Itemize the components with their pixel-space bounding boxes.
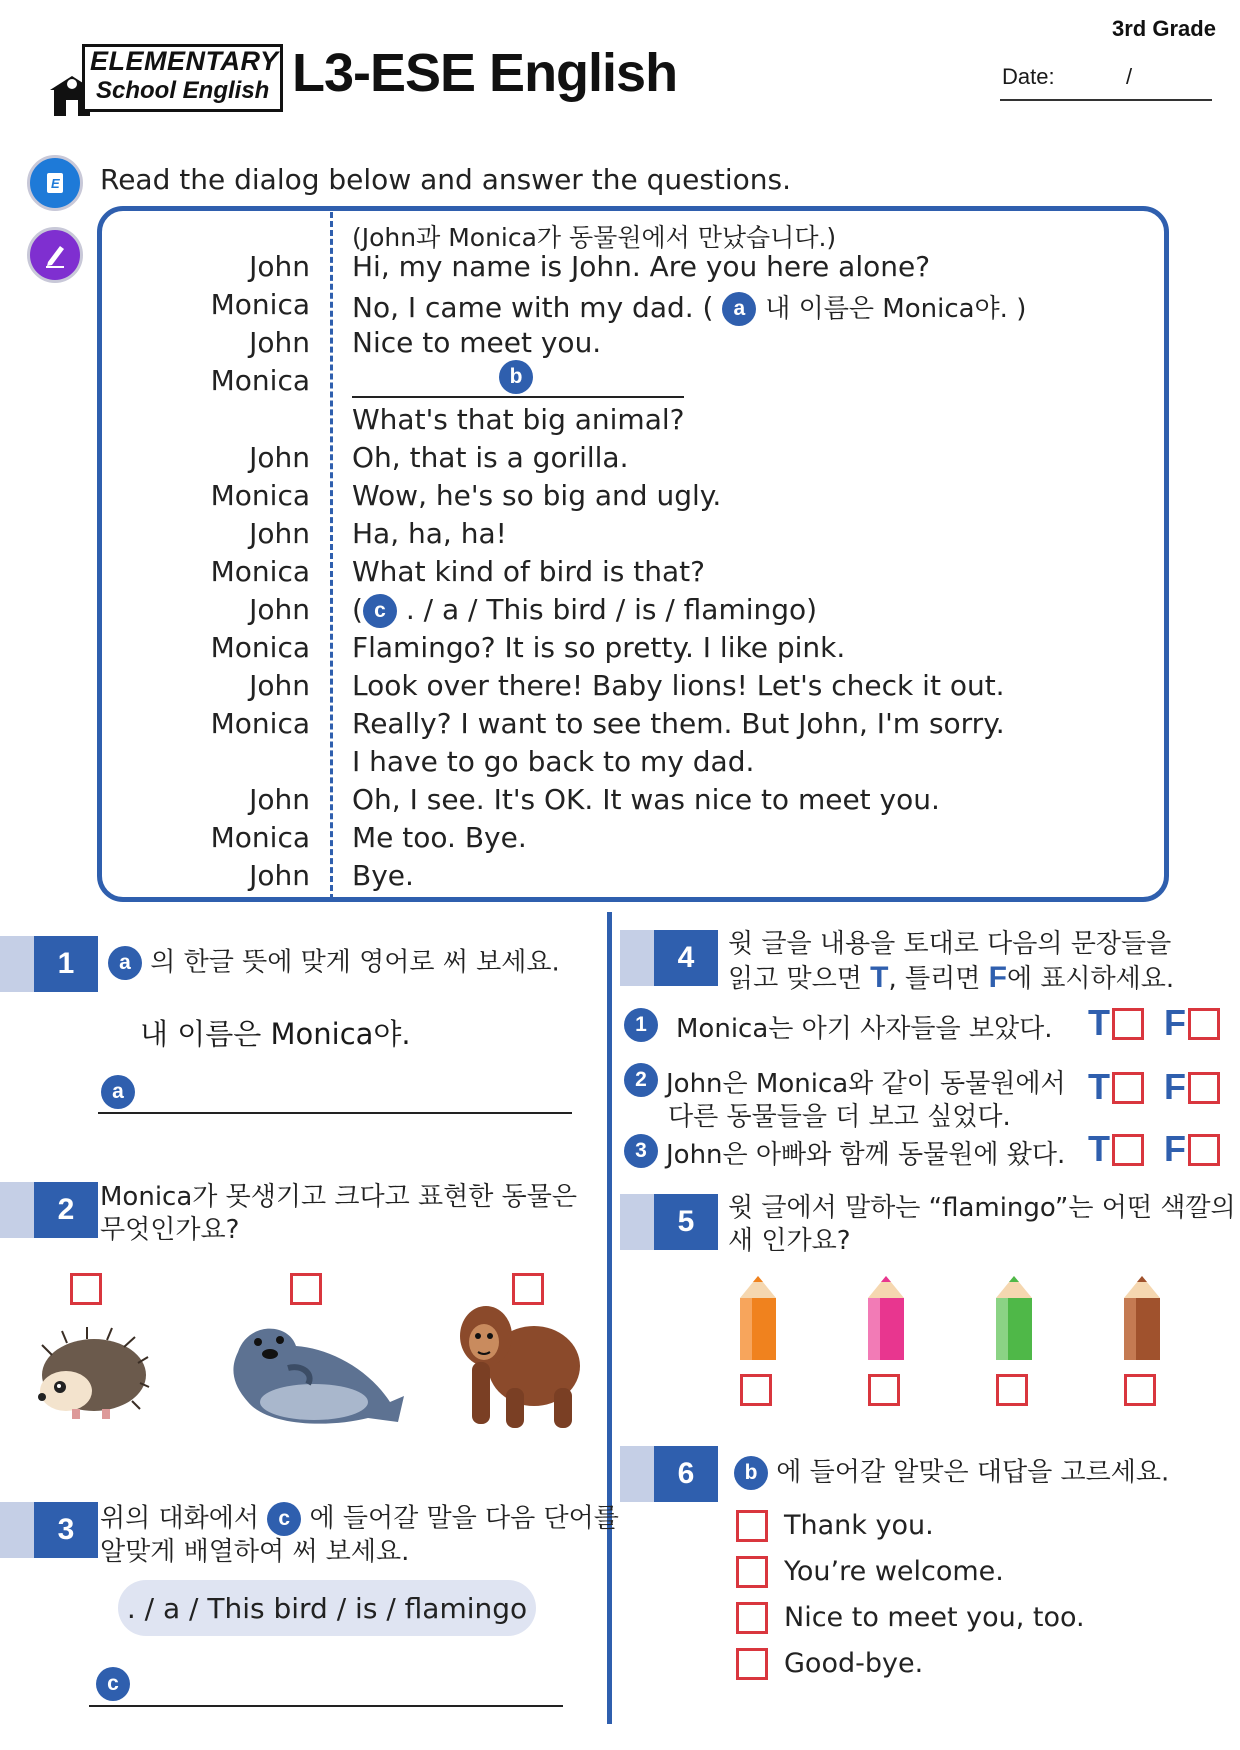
item-number: 1	[624, 1008, 658, 1042]
logo-line1: ELEMENTARY	[90, 46, 279, 76]
dialog-line-korean: 내 이름은 Monica야. )	[765, 294, 1027, 324]
speaker-label: Monica	[210, 707, 310, 740]
question-1-text	[108, 946, 560, 980]
dialog-line: Hi, my name is John. Are you here alone?	[352, 250, 931, 283]
dialog-line: Flamingo? It is so pretty. I like pink.	[352, 631, 846, 664]
item-number: 3	[624, 1134, 658, 1168]
speaker-label: John	[249, 593, 310, 626]
q4-item-3-t: T	[1088, 1128, 1110, 1169]
speaker-label: John	[249, 441, 310, 474]
option-checkbox[interactable]	[736, 1510, 768, 1542]
dialog-intro: (John과 Monica가 동물원에서 만났습니다.)	[352, 223, 837, 252]
date-label: Date:	[1002, 64, 1055, 89]
question-6-label: 에 들어갈 알맞은 대답을 고르세요.	[776, 1457, 1170, 1488]
dialog-line: Ha, ha, ha!	[352, 517, 507, 550]
svg-text:E: E	[51, 176, 60, 191]
q4-f-letter: F	[988, 961, 1007, 994]
item-number: 2	[624, 1063, 658, 1097]
word-bank: . / a / This bird / is / flamingo	[118, 1580, 536, 1636]
pencil-orange[interactable]	[736, 1276, 780, 1362]
q4-item-3-t-checkbox[interactable]	[1112, 1134, 1144, 1166]
q4-item-2-line1: John은 Monica와 같이 동물원에서	[666, 1069, 1066, 1099]
q4-item-3-f-checkbox[interactable]	[1188, 1134, 1220, 1166]
logo-line2: School English	[96, 77, 270, 104]
dialog-line-text: No, I came with my dad. (	[352, 291, 714, 324]
dialog-line: Nice to meet you.	[352, 326, 602, 359]
question-6-number: 6	[620, 1446, 718, 1502]
speaker-label: Monica	[210, 288, 310, 321]
speaker-label: Monica	[210, 555, 310, 588]
question-3-answer-line[interactable]	[89, 1705, 563, 1707]
dialog-line: Oh, I see. It's OK. It was nice to meet you.	[352, 783, 940, 816]
question-3-text-a: 위의 대화에서	[100, 1503, 259, 1534]
gorilla-image[interactable]	[450, 1296, 590, 1434]
question-4-text-line1: 윗 글을 내용을 토대로 다음의 문장들을	[728, 929, 1172, 959]
speaker-label: John	[249, 326, 310, 359]
option-label: Thank you.	[784, 1510, 934, 1541]
option-label: You’re welcome.	[784, 1556, 1004, 1587]
badge-a: a	[108, 946, 142, 980]
q4-item-2-f: F	[1164, 1066, 1186, 1107]
hedgehog-checkbox[interactable]	[70, 1273, 102, 1305]
instruction-text: Read the dialog below and answer the questions.	[100, 163, 792, 196]
hedgehog-image[interactable]	[32, 1325, 150, 1425]
date-field[interactable]	[1000, 99, 1212, 101]
dialog-line-text: (	[352, 593, 363, 626]
date-slash: /	[1126, 64, 1133, 89]
speaker-label: John	[249, 859, 310, 892]
blank-a-badge: a	[722, 292, 756, 326]
speaker-label: John	[249, 517, 310, 550]
dialog-line: Bye.	[352, 859, 414, 892]
dialog-line: What's that big animal?	[352, 403, 685, 436]
q4-item-2-line2: 다른 동물들을 더 보고 싶었다.	[668, 1102, 1011, 1132]
q4-item-1-f-checkbox[interactable]	[1188, 1008, 1220, 1040]
green-checkbox[interactable]	[996, 1374, 1028, 1406]
question-1-prompt: 내 이름은 Monica야.	[140, 1017, 411, 1051]
speaker-label: John	[249, 250, 310, 283]
option-label: Nice to meet you, too.	[784, 1602, 1085, 1633]
q4-t-letter: T	[870, 961, 889, 994]
dialog-line: What kind of bird is that?	[352, 555, 706, 588]
dialog-line: Look over there! Baby lions! Let's check it out.	[352, 669, 1005, 702]
question-3-text-line1	[100, 1502, 619, 1536]
pink-checkbox[interactable]	[868, 1374, 900, 1406]
question-5-text-line2: 새 인가요?	[728, 1226, 851, 1256]
option-checkbox[interactable]	[736, 1648, 768, 1680]
question-6-text	[734, 1456, 1169, 1490]
dialog-line-scramble: . / a / This bird / is / flamingo)	[405, 593, 818, 626]
speaker-label: Monica	[210, 364, 310, 397]
dialog-line	[352, 288, 1026, 326]
dialog-line: I have to go back to my dad.	[352, 745, 755, 778]
seal-image[interactable]	[218, 1318, 408, 1434]
question-4-number: 4	[620, 930, 718, 986]
speaker-label: John	[249, 783, 310, 816]
question-2-text-line1: Monica가 못생기고 크다고 표현한 동물은	[100, 1182, 577, 1212]
speaker-label: Monica	[210, 631, 310, 664]
dialog-separator	[330, 212, 333, 900]
pencil-green[interactable]	[992, 1276, 1036, 1362]
q4-item-1-t: T	[1088, 1002, 1110, 1043]
q4-item-3-f: F	[1164, 1128, 1186, 1169]
dialog-line: Oh, that is a gorilla.	[352, 441, 629, 474]
badge-b: b	[734, 1456, 768, 1490]
q4-text-c: 에 표시하세요.	[1006, 964, 1175, 994]
blank-c-badge: c	[363, 594, 397, 628]
q4-item-2-t: T	[1088, 1066, 1110, 1107]
pencil-pink[interactable]	[864, 1276, 908, 1362]
question-3-number: 3	[0, 1502, 98, 1558]
q4-item-2-t-checkbox[interactable]	[1112, 1072, 1144, 1104]
dialog-line: Really? I want to see them. But John, I'm sorry.	[352, 707, 1005, 740]
page-title: L3-ESE English	[292, 43, 678, 103]
answer-a-badge: a	[101, 1075, 135, 1109]
question-3-text-line2: 알맞게 배열하여 써 보세요.	[100, 1537, 410, 1567]
question-5-number: 5	[620, 1194, 718, 1250]
speaker-label: Monica	[210, 821, 310, 854]
q4-item-1: Monica는 아기 사자들을 보았다.	[676, 1014, 1053, 1044]
question-1-number: 1	[0, 936, 98, 992]
pencil-icon	[27, 227, 83, 283]
question-5-text-line1: 윗 글에서 말하는 “flamingo”는 어떤 색깔의	[728, 1193, 1236, 1223]
pencil-brown[interactable]	[1120, 1276, 1164, 1362]
speaker-label: Monica	[210, 479, 310, 512]
question-3-text-b: 에 들어갈 말을 다음 단어를	[309, 1503, 619, 1534]
badge-c: c	[267, 1502, 301, 1536]
q4-item-1-f: F	[1164, 1002, 1186, 1043]
question-4-text-line2	[728, 961, 1174, 996]
option-checkbox[interactable]	[736, 1556, 768, 1588]
dialog-line	[352, 593, 817, 628]
seal-checkbox[interactable]	[290, 1273, 322, 1305]
column-divider	[607, 912, 612, 1724]
question-2-text-line2: 무엇인가요?	[100, 1215, 240, 1245]
orange-checkbox[interactable]	[740, 1374, 772, 1406]
question-2-number: 2	[0, 1182, 98, 1238]
question-1-label: 의 한글 뜻에 맞게 영어로 써 보세요.	[150, 947, 560, 978]
book-glyph	[42, 170, 68, 196]
dialog-line: Wow, he's so big and ugly.	[352, 479, 722, 512]
q4-item-3: John은 아빠와 함께 동물원에 왔다.	[666, 1140, 1066, 1170]
question-1-answer-line[interactable]	[98, 1112, 572, 1114]
option-label: Good-bye.	[784, 1648, 924, 1679]
blank-b-badge: b	[499, 360, 533, 394]
q4-text-b: , 틀리면	[888, 964, 981, 994]
q4-item-1-t-checkbox[interactable]	[1112, 1008, 1144, 1040]
speaker-label: John	[249, 669, 310, 702]
blank-b-line[interactable]	[352, 396, 684, 398]
dialog-line: Me too. Bye.	[352, 821, 527, 854]
pencil-glyph	[42, 242, 68, 268]
answer-c-badge: c	[96, 1667, 130, 1701]
brown-checkbox[interactable]	[1124, 1374, 1156, 1406]
q4-text-a: 읽고 맞으면	[728, 964, 862, 994]
book-icon	[27, 155, 83, 211]
grade-label: 3rd Grade	[1112, 16, 1216, 41]
q4-item-2-f-checkbox[interactable]	[1188, 1072, 1220, 1104]
option-checkbox[interactable]	[736, 1602, 768, 1634]
